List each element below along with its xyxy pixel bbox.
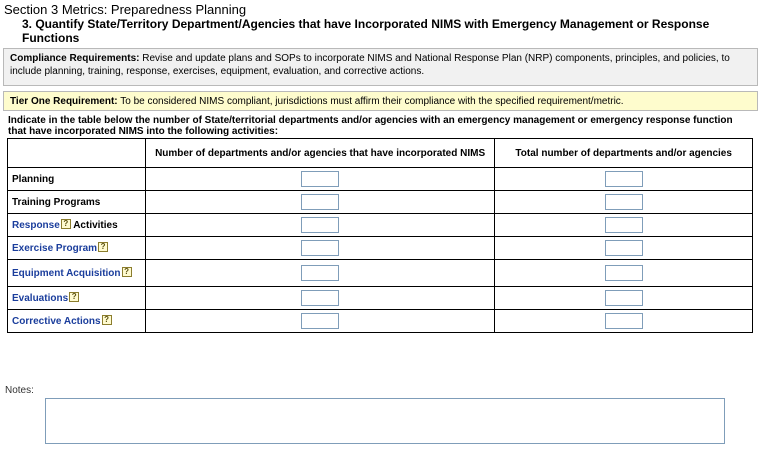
incorporated-count-input[interactable] [301,194,339,210]
activity-label[interactable]: Exercise Program [12,242,98,254]
total-cell [495,310,753,333]
total-count-input[interactable] [605,194,643,210]
activity-label-suffix: Activities [70,219,118,231]
tier-one-requirement-box [3,91,758,111]
total-count-input[interactable] [605,313,643,329]
incorporated-cell [145,310,494,333]
activity-label[interactable]: Equipment Acquisition [12,267,121,279]
section-title: Section 3 Metrics: Preparedness Planning [4,2,247,17]
activity-cell [8,237,146,260]
activity-cell [8,260,146,287]
incorporated-count-input[interactable] [301,265,339,281]
tier-text: To be considered NIMS compliant, jurisdictions must affirm their compliance with the specified requirement/metric. [117,96,624,107]
activity-label[interactable]: Corrective Actions [12,315,101,327]
activity-label[interactable]: Evaluations [12,292,69,304]
activity-label: Planning [12,173,55,185]
activity-cell [8,287,146,310]
total-count-input[interactable] [605,240,643,256]
table-row [8,191,753,214]
incorporated-count-input[interactable] [301,313,339,329]
metric-title: 3. Quantify State/Territory Department/Agencies that have Incorporated NIMS with Emergency Management or Response Functions [22,17,710,45]
table-row [8,168,753,191]
total-cell [495,237,753,260]
incorporated-cell [145,168,494,191]
incorporated-cell [145,260,494,287]
total-cell [495,214,753,237]
table-row [8,260,753,287]
compliance-requirements-box [3,48,758,86]
header-incorporated-count: Number of departments and/or agencies that have incorporated NIMS [145,139,494,168]
activity-label: Training Programs [12,196,101,208]
notes-label: Notes: [5,385,34,396]
activity-cell [8,214,146,237]
metrics-table [7,138,753,333]
total-count-input[interactable] [605,217,643,233]
tier-label: Tier One Requirement: [10,96,118,107]
total-count-input[interactable] [605,171,643,187]
help-icon[interactable]: ? [98,242,108,252]
incorporated-count-input[interactable] [301,240,339,256]
compliance-text: Revise and update plans and SOPs to incorporate NIMS and National Response Plan (NRP) components, principles, and policies, to include planning, training, response, exercises, equipment, evaluation, and corrective actions. [10,53,730,77]
incorporated-count-input[interactable] [301,290,339,306]
help-icon[interactable]: ? [102,315,112,325]
notes-textarea[interactable] [45,398,725,444]
help-icon[interactable]: ? [61,219,71,229]
incorporated-cell [145,214,494,237]
activity-cell [8,168,146,191]
activity-cell [8,191,146,214]
total-cell [495,191,753,214]
help-icon[interactable]: ? [122,267,132,277]
total-cell [495,287,753,310]
activity-cell [8,310,146,333]
incorporated-count-input[interactable] [301,171,339,187]
incorporated-cell [145,287,494,310]
table-row [8,287,753,310]
table-row [8,237,753,260]
table-row [8,310,753,333]
incorporated-count-input[interactable] [301,217,339,233]
total-cell [495,260,753,287]
incorporated-cell [145,237,494,260]
total-cell [495,168,753,191]
table-header-row [8,139,753,168]
help-icon[interactable]: ? [69,292,79,302]
incorporated-cell [145,191,494,214]
header-activity [8,139,146,168]
total-count-input[interactable] [605,290,643,306]
total-count-input[interactable] [605,265,643,281]
table-instructions: Indicate in the table below the number of State/territorial departments and/or agencies with an emergency management or emergency response function that have incorporated NIMS into the following activities: [8,115,733,137]
header-total-count: Total number of departments and/or agencies [495,139,753,168]
activity-label[interactable]: Response [12,219,60,231]
compliance-label: Compliance Requirements: [10,53,140,64]
table-row [8,214,753,237]
